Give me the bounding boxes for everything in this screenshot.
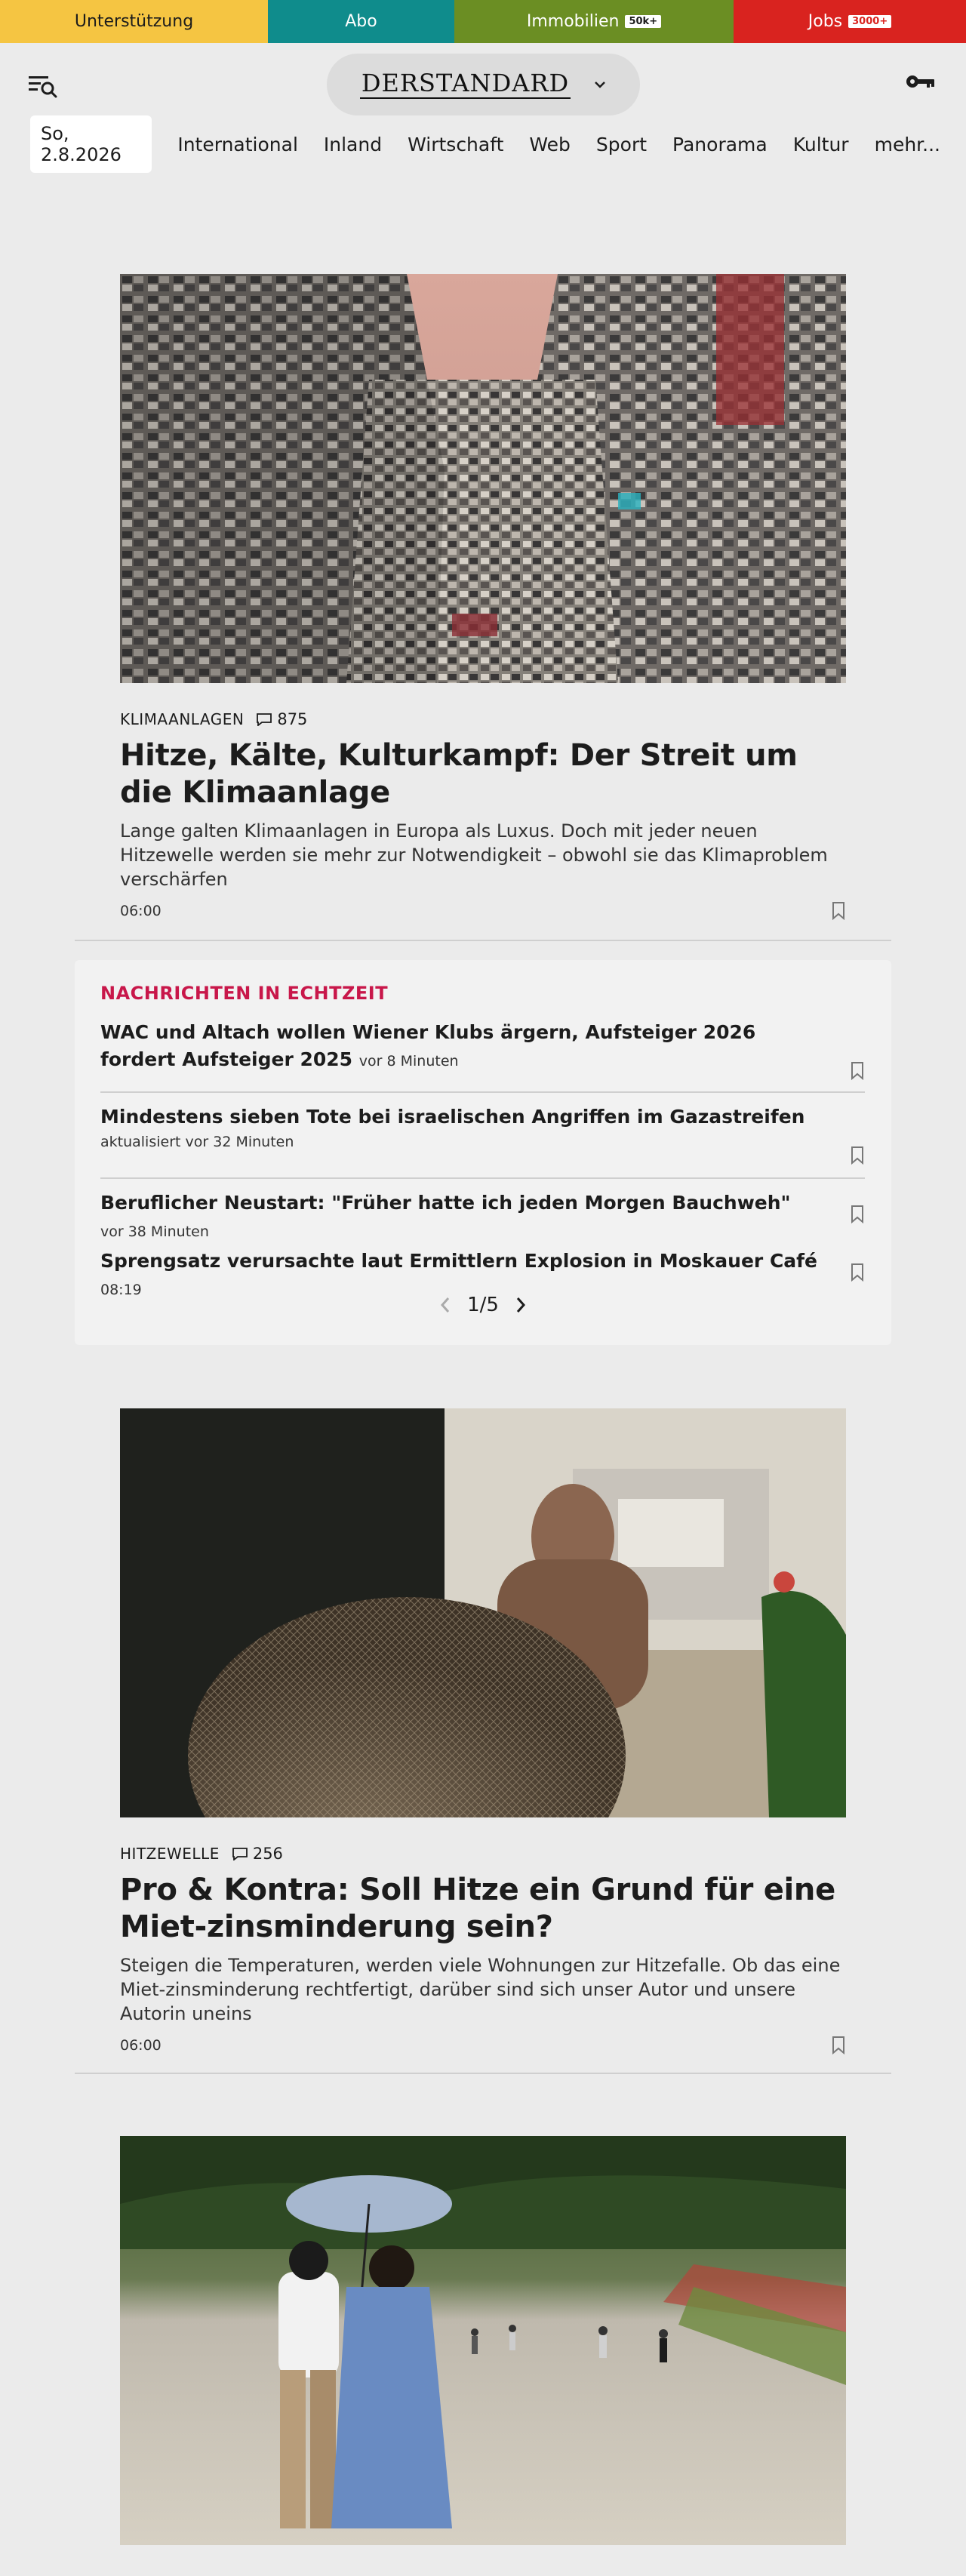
pager-prev-button[interactable] [440, 1296, 451, 1314]
article-lead: Steigen die Temperaturen, werden viele Wohnungen zur Hitzefalle. Ob das eine Miet-zinsminderung rechtfertigt, darüber sind sich unser Autor und unsere Autorin uneins [120, 1954, 841, 2025]
live-news-ticker [75, 960, 891, 1345]
article-kicker [120, 710, 846, 728]
nav-item-panorama[interactable]: Panorama [672, 133, 768, 155]
section-nav [30, 123, 966, 165]
chevron-down-icon [593, 80, 607, 89]
ticker-item-title: Mindestens sieben Tote bei israelischen Angriffen im Gazastreifen [100, 1106, 805, 1128]
site-header [0, 43, 966, 126]
service-link-label: Immobilien [526, 12, 620, 31]
bookmark-button[interactable] [850, 1146, 865, 1168]
comment-count[interactable] [256, 710, 307, 728]
menu-search-button[interactable] [27, 72, 59, 99]
logo-button[interactable] [327, 54, 640, 115]
pager-next-button[interactable] [515, 1296, 526, 1314]
service-link-jobs[interactable] [734, 0, 966, 43]
ticker-item[interactable] [100, 1103, 865, 1150]
section-divider [75, 2073, 891, 2074]
article-headline[interactable]: Pro & Kontra: Soll Hitze ein Grund für eine Miet-zinsminderung sein? [120, 1873, 835, 1944]
service-link-label: Abo [345, 12, 377, 31]
menu-search-icon [27, 72, 59, 99]
article-time: 06:00 [120, 902, 162, 919]
key-icon [906, 73, 936, 90]
bookmark-icon [850, 1146, 865, 1165]
article-lead: Lange galten Klimaanlagen in Europa als Luxus. Doch mit jeder neuen Hitzewelle werden sie mehr zur Notwendigkeit – obwohl sie das Klimaproblem verschärfen [120, 820, 828, 891]
count-badge: 50k+ [625, 15, 661, 28]
ticker-title: NACHRICHTEN IN ECHTZEIT [100, 983, 389, 1004]
service-link-immobilien[interactable] [454, 0, 734, 43]
comment-count[interactable] [232, 1845, 283, 1863]
count-badge: 3000+ [848, 15, 891, 28]
comment-icon [232, 1847, 248, 1860]
ticker-pager [75, 1294, 891, 1316]
article-teaser[interactable] [120, 274, 846, 921]
service-link-label: Unterstützung [74, 12, 194, 31]
article-meta [120, 898, 846, 921]
ticker-item-title: WAC und Altach wollen Wiener Klubs ärgern, Aufsteiger 2026 fordert Aufsteiger 2025 [100, 1021, 756, 1071]
nav-item-kultur[interactable]: Kultur [792, 133, 849, 155]
article-image[interactable] [120, 274, 846, 683]
ticker-item-title: Beruflicher Neustart: "Früher hatte ich jeden Morgen Bauchweh" [100, 1192, 791, 1214]
nav-item-sport[interactable]: Sport [595, 133, 648, 155]
ticker-item-title: Sprengsatz verursachte laut Ermittlern Explosion in Moskauer Café [100, 1250, 817, 1272]
nav-item-inland[interactable]: Inland [323, 133, 383, 155]
bookmark-icon [850, 1205, 865, 1224]
ticker-item[interactable] [100, 1019, 865, 1074]
nav-item-more[interactable]: mehr... [874, 133, 940, 155]
comment-count-value: 875 [277, 710, 308, 728]
kicker-label: HITZEWELLE [120, 1845, 220, 1863]
comment-icon [256, 712, 272, 726]
pager-status: 1/5 [467, 1294, 499, 1316]
bookmark-icon [850, 1263, 865, 1282]
comment-count-value: 256 [252, 1845, 283, 1863]
site-logo: DERSTANDARD [361, 69, 570, 98]
bookmark-button[interactable] [850, 1263, 865, 1285]
current-date: So, 2.8.2026 [30, 115, 152, 173]
nav-item-wirtschaft[interactable]: Wirtschaft [408, 133, 504, 155]
bookmark-button[interactable] [850, 1061, 865, 1084]
service-link-support[interactable] [0, 0, 268, 43]
article-teaser[interactable] [120, 2136, 846, 2545]
ticker-item-time: vor 8 Minuten [358, 1053, 459, 1070]
article-headline[interactable]: Hitze, Kälte, Kulturkampf: Der Streit um die Klimaanlage [120, 738, 798, 810]
service-bar [0, 0, 966, 43]
article-time: 06:00 [120, 2036, 162, 2054]
service-link-label: Jobs [808, 12, 843, 31]
ticker-item[interactable] [100, 1190, 865, 1245]
section-divider [75, 940, 891, 941]
article-teaser[interactable] [120, 1408, 846, 2055]
kicker-label: KLIMAANLAGEN [120, 710, 245, 728]
article-image[interactable] [120, 2136, 846, 2545]
bookmark-icon [850, 1061, 865, 1081]
chevron-right-icon [515, 1296, 526, 1314]
article-meta [120, 2033, 846, 2055]
service-link-abo[interactable] [268, 0, 454, 43]
bookmark-button[interactable] [831, 2036, 846, 2058]
ticker-item-time: aktualisiert vor 32 Minuten [100, 1134, 294, 1151]
bookmark-icon [831, 901, 846, 921]
nav-item-international[interactable]: International [177, 133, 298, 155]
bookmark-icon [831, 2036, 846, 2055]
ticker-divider [100, 1177, 865, 1179]
ticker-divider [100, 1091, 865, 1093]
login-button[interactable] [906, 73, 936, 93]
bookmark-button[interactable] [850, 1205, 865, 1227]
ticker-item-time: 08:19 [100, 1282, 142, 1299]
nav-item-web[interactable]: Web [529, 133, 571, 155]
article-image[interactable] [120, 1408, 846, 1817]
ticker-item-time: vor 38 Minuten [100, 1223, 209, 1241]
bookmark-button[interactable] [831, 901, 846, 924]
chevron-left-icon [440, 1296, 451, 1314]
article-kicker [120, 1845, 846, 1863]
